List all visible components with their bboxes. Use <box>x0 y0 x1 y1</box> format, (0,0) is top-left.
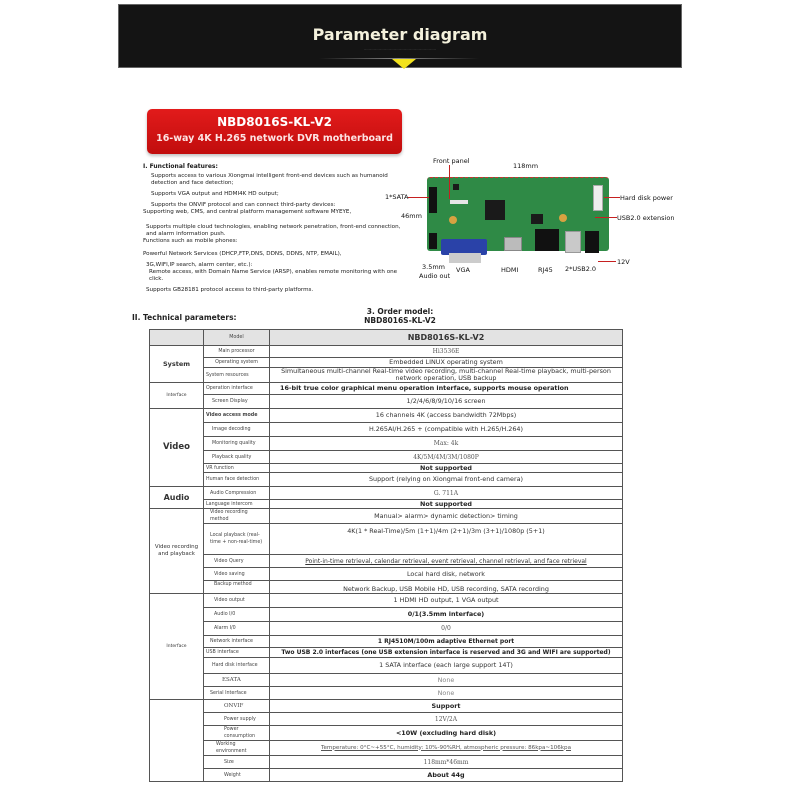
row-value: 1 SATA interface (each large support 14T) <box>270 658 623 674</box>
row-label: Main processor <box>204 346 270 358</box>
table-row <box>150 622 623 636</box>
order-model-value: NBD8016S-KL-V2 <box>364 316 436 325</box>
usb-port <box>565 231 581 253</box>
table-row <box>150 636 623 648</box>
screw-hole <box>449 216 457 224</box>
category-recording: Video recording and playback <box>150 509 204 594</box>
leader-line <box>604 197 620 198</box>
main-chip <box>485 200 505 220</box>
product-model: NBD8016S-KL-V2 <box>217 115 332 129</box>
feature-item: Supports GB28181 protocol access to third-party platforms. <box>146 287 314 293</box>
row-value: Embedded LINUX operating system <box>270 358 623 368</box>
table-row <box>150 648 623 658</box>
row-label: Video recording method <box>204 509 270 524</box>
feature-item: Supports access to various Xiongmai intelligent front-end devices such as humanoid detection and face detection; <box>151 173 388 186</box>
small-chip <box>453 184 459 190</box>
row-label: Hard disk interface <box>204 658 270 674</box>
spec-table <box>149 329 623 782</box>
table-row <box>150 383 623 395</box>
product-tagline: 16-way 4K H.265 network DVR motherboard <box>156 133 393 144</box>
row-label: Video Query <box>204 555 270 568</box>
label-hdd-power: Hard disk power <box>620 194 673 202</box>
label-sata: 1*SATA <box>385 193 409 201</box>
leader-line <box>408 197 429 198</box>
row-label: Operation interface <box>204 383 270 395</box>
table-row <box>150 608 623 622</box>
category-audio: Audio <box>150 487 204 509</box>
row-value: 16 channels 4K (access bandwidth 72Mbps) <box>270 409 623 423</box>
category-interface: Interface <box>150 383 204 409</box>
row-value: Manual> alarm> dynamic detection> timing <box>270 509 623 524</box>
row-label: Operating system <box>204 358 270 368</box>
table-row <box>150 509 623 524</box>
table-row <box>150 594 623 608</box>
hdmi-port <box>504 237 522 251</box>
row-value: 1/2/4/6/8/9/10/16 screen <box>270 395 623 409</box>
order-model-label: 3. Order model: <box>366 307 434 316</box>
audio-jack <box>429 233 437 249</box>
rj45-port <box>535 229 559 251</box>
features-heading: I. Functional features: <box>143 163 218 170</box>
row-label: Power consumption <box>204 726 270 741</box>
feature-item: Supporting web, CMS, and central platform management software MYEYE, <box>143 209 352 215</box>
row-value: Support (relying on Xiongmai front-end camera) <box>270 473 623 487</box>
row-value: None <box>270 674 623 687</box>
row-value: Point-in-time retrieval, calendar retrieval, event retrieval, channel retrieval, and face retrieval <box>270 555 623 568</box>
row-label: Serial Interface <box>204 687 270 700</box>
order-model-heading <box>340 307 460 325</box>
label-hdmi: HDMI <box>501 266 519 274</box>
screw-hole <box>559 214 567 222</box>
feature-item: Supports the ONVIF protocol and can connect third-party devices: <box>151 202 336 208</box>
label-rj45: RJ45 <box>538 266 553 274</box>
label-front-panel: Front panel <box>433 157 470 165</box>
row-value: 1 HDMI HD output, 1 VGA output <box>270 594 623 608</box>
row-value: 4K(1 * Real-Time)/5m (1+1)/4m (2+1)/3m (3+1)/1080p (5+1) <box>270 524 623 555</box>
banner-subtitle: ....................................................................................... <box>363 47 437 51</box>
feature-item: 3G,WIFI,IP search, alarm center, etc.): <box>146 262 253 268</box>
table-row <box>150 346 623 358</box>
product-title-box <box>147 109 402 154</box>
table-row <box>150 726 623 741</box>
row-label: Monitoring quality <box>204 437 270 451</box>
feature-item: Remote access, with Domain Name Service (ARSP), enables remote monitoring with one click. <box>149 269 398 282</box>
board-diagram <box>385 155 685 285</box>
table-row <box>150 437 623 451</box>
row-value: Hi3536E <box>270 346 623 358</box>
row-label: Video access mode <box>204 409 270 423</box>
table-row <box>150 581 623 594</box>
table-row <box>150 568 623 581</box>
row-value: About 44g <box>270 769 623 782</box>
table-row <box>150 756 623 769</box>
row-value: 0/0 <box>270 622 623 636</box>
banner-title: Parameter diagram <box>312 25 488 44</box>
table-row <box>150 500 623 509</box>
table-row <box>150 700 623 713</box>
row-label: System resources <box>204 368 270 383</box>
table-row <box>150 395 623 409</box>
row-value: Not supported <box>270 464 623 473</box>
row-value: 12V/2A <box>270 713 623 726</box>
header-banner <box>118 4 682 68</box>
label-height: 46mm <box>401 212 422 220</box>
category-system: System <box>150 346 204 383</box>
row-label: Human face detection <box>204 473 270 487</box>
table-row <box>150 409 623 423</box>
table-row <box>150 713 623 726</box>
row-value: H.265AI/H.265 + (compatible with H.265/H.264) <box>270 423 623 437</box>
row-label: VR function <box>204 464 270 473</box>
row-label: Power supply <box>204 713 270 726</box>
label-audio-out: Audio out <box>419 272 451 280</box>
row-value: Two USB 2.0 interfaces (one USB extension interface is reserved and 3G and WIFI are supported) <box>270 648 623 658</box>
table-row <box>150 368 623 383</box>
feature-item: Functions such as mobile phones: <box>143 238 238 244</box>
row-label: USB interface <box>204 648 270 658</box>
row-label: Video output <box>204 594 270 608</box>
row-label: Language intercom <box>204 500 270 509</box>
hdd-power-connector <box>593 185 603 211</box>
row-value: G. 711A <box>270 487 623 500</box>
label-vga: VGA <box>456 266 470 274</box>
label-usb2: 2*USB2.0 <box>565 265 597 273</box>
leader-line <box>598 261 616 262</box>
table-row <box>150 358 623 368</box>
table-row <box>150 423 623 437</box>
technical-parameters-heading: II. Technical parameters: <box>132 313 237 322</box>
row-label: Local playback (real-time + non-real-time) <box>204 524 270 555</box>
row-label: Weight <box>204 769 270 782</box>
feature-item: Supports VGA output and HDMI4K HD output; <box>151 191 279 197</box>
header-value: NBD8016S-KL-V2 <box>270 330 623 346</box>
category-interface: Interface <box>150 594 204 700</box>
row-label: Backup method <box>204 581 270 594</box>
feature-item: Supports multiple cloud technologies, enabling network penetration, front-end connection, and alarm information push. <box>146 224 401 237</box>
row-label: Video saving <box>204 568 270 581</box>
table-row <box>150 451 623 464</box>
label-usb-extension: USB2.0 extension <box>617 214 675 222</box>
label-12v: 12V <box>617 258 630 266</box>
row-label: ONVIF <box>204 700 270 713</box>
row-label: Alarm I/0 <box>204 622 270 636</box>
sata-port <box>429 187 437 213</box>
row-value: Simultaneous multi-channel Real-time video recording, multi-channel Real-time playback, multi-person network operation, USB backup <box>270 368 623 383</box>
table-row <box>150 524 623 555</box>
row-label: Screen Display <box>204 395 270 409</box>
table-header-row <box>150 330 623 346</box>
leader-line <box>595 217 617 218</box>
table-row <box>150 769 623 782</box>
table-row <box>150 487 623 500</box>
category-video: Video <box>150 409 204 487</box>
table-row <box>150 658 623 674</box>
row-value: 4K/5M/4M/3M/1080P <box>270 451 623 464</box>
row-value: None <box>270 687 623 700</box>
row-value: Temperature: 0°C~+55°C, humidity: 10%-90%RH, atmospheric pressure: 86kpa~106kpa <box>270 741 623 756</box>
row-label: ESATA <box>204 674 270 687</box>
label-width: 118mm <box>513 162 539 170</box>
small-chip <box>531 214 543 224</box>
label-audio-out-size: 3.5mm <box>422 263 446 271</box>
row-label: Image decoding <box>204 423 270 437</box>
table-row <box>150 473 623 487</box>
row-value: Support <box>270 700 623 713</box>
table-row <box>150 741 623 756</box>
feature-item: Powerful Network Services (DHCP,FTP,DNS, DDNS, DDNS, NTP, EMAIL), <box>143 251 342 257</box>
front-panel-connector <box>450 200 468 204</box>
leader-line <box>449 165 450 199</box>
row-value: 16-bit true color graphical menu operation interface, supports mouse operation <box>270 383 623 395</box>
row-label: Playback quality <box>204 451 270 464</box>
table-row <box>150 674 623 687</box>
dc-jack <box>585 231 599 253</box>
row-value: 1 RJ4510M/100m adaptive Ethernet port <box>270 636 623 648</box>
table-row <box>150 555 623 568</box>
row-value: 118mm*46mm <box>270 756 623 769</box>
category-other <box>150 700 204 782</box>
table-row <box>150 464 623 473</box>
row-value: Local hard disk, network <box>270 568 623 581</box>
row-label: Audio I/0 <box>204 608 270 622</box>
table-row <box>150 687 623 700</box>
row-value: Network Backup, USB Mobile HD, USB recording, SATA recording <box>270 581 623 594</box>
row-label: Network interface <box>204 636 270 648</box>
row-label: Audio Compression <box>204 487 270 500</box>
header-label: Model <box>204 330 270 346</box>
vga-bracket <box>449 253 481 263</box>
row-value: Max: 4k <box>270 437 623 451</box>
row-value: 0/1(3.5mm interface) <box>270 608 623 622</box>
row-value: <10W (excluding hard disk) <box>270 726 623 741</box>
row-value: Not supported <box>270 500 623 509</box>
triangle-down-icon <box>392 59 416 69</box>
row-label: Size <box>204 756 270 769</box>
row-label: Working environment <box>204 741 270 756</box>
functional-features <box>143 163 403 294</box>
table-cell <box>150 330 204 346</box>
